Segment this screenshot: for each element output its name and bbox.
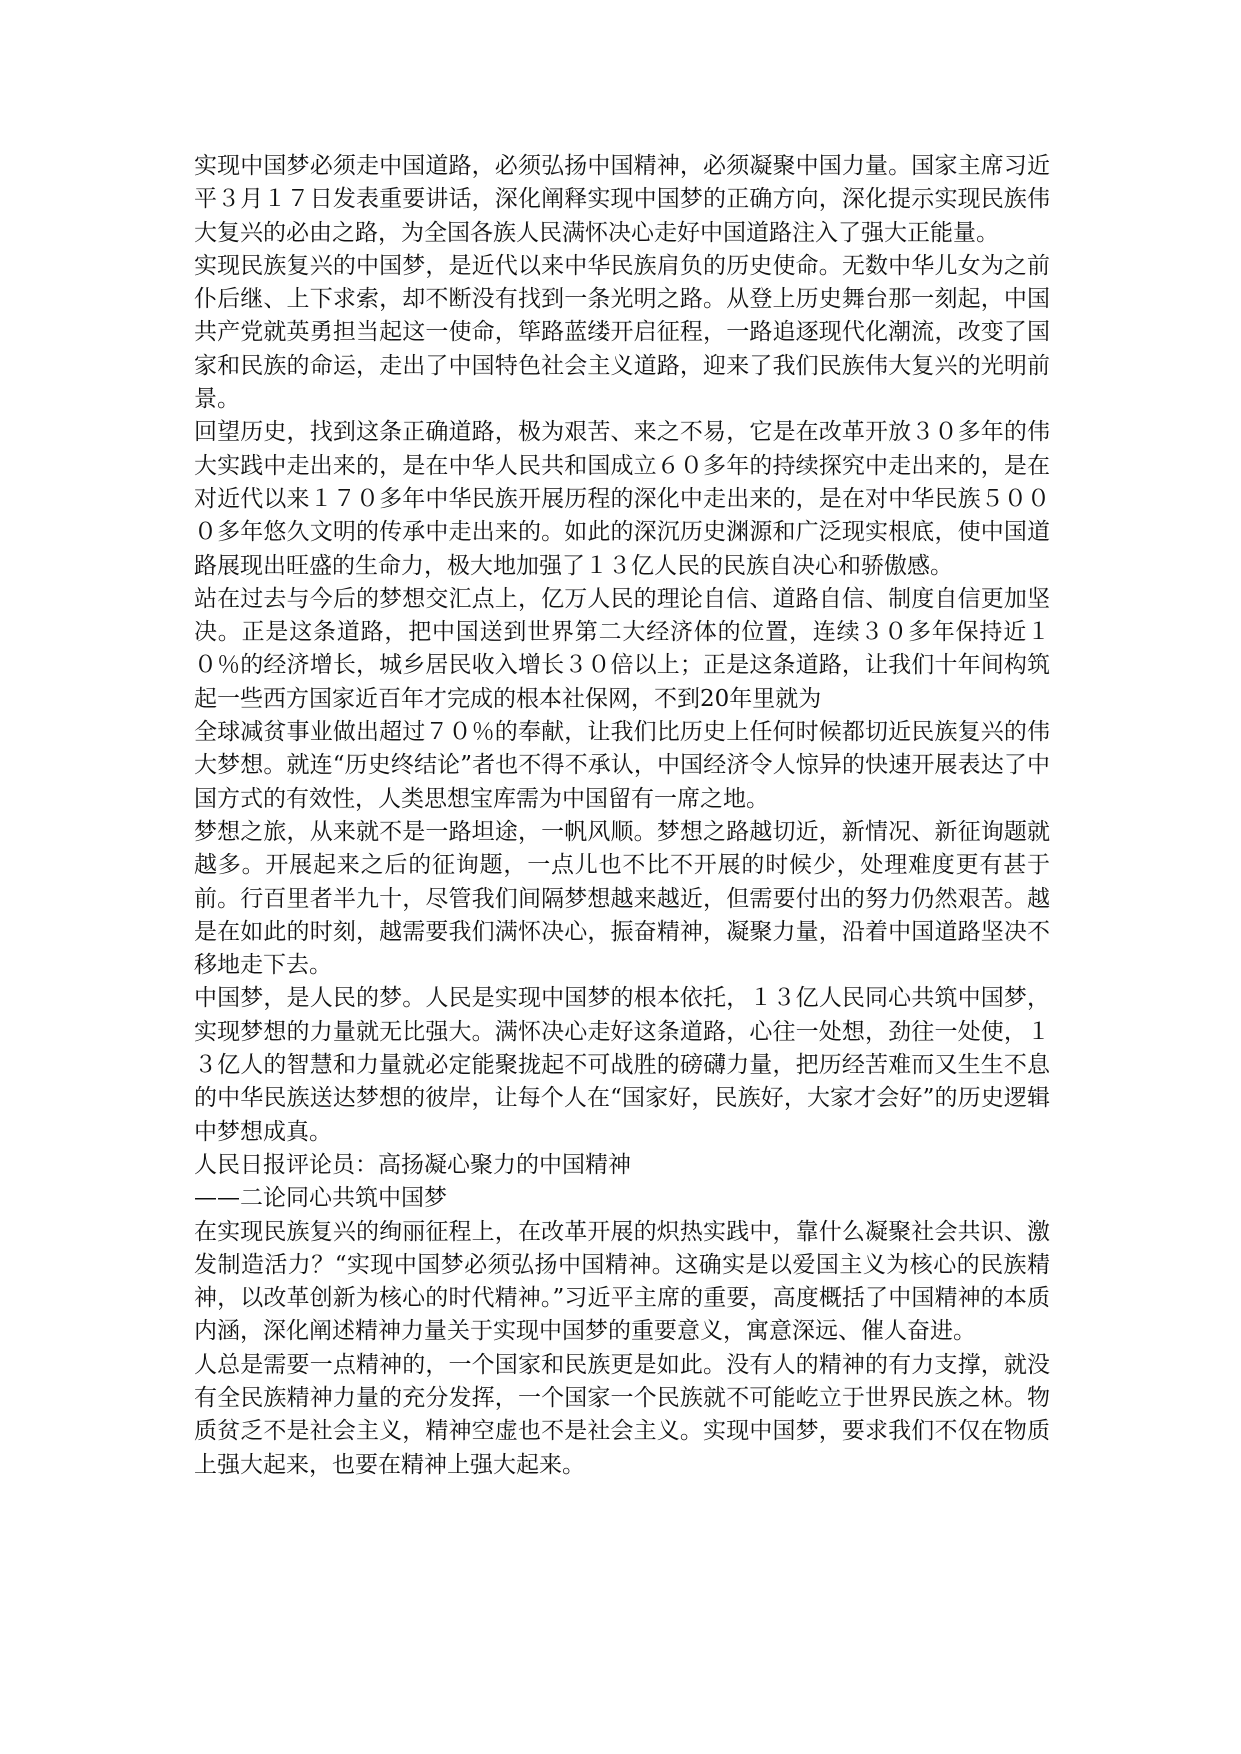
paragraph: 实现民族复兴的中国梦，是近代以来中华民族肩负的历史使命。无数中华儿女为之前仆后继、上下求索，却不断没有找到一条光明之路。从登上历史舞台那一刻起，中国共产党就英勇担当起这一使命，筚路蓝缕开启征程，一路追逐现代化潮流，改变了国家和民族的命运，走出了中国特色社会主义道路，迎来了我们民族伟大复兴的光明前景。 bbox=[194, 252, 1050, 413]
paragraph: 中国梦，是人民的梦。人民是实现中国梦的根本依托，１３亿人民同心共筑中国梦，实现梦想的力量就无比强大。满怀决心走好这条道路，心往一处想，劲往一处使，１３亿人的智慧和力量就必定能聚拢起不可战胜的磅礴力量，把历经苦难而又生生不息的中华民族送达梦想的彼岸，让每个人在“国家好，民族好，大家才会好”的历史逻辑中梦想成真。 bbox=[194, 985, 1050, 1145]
paragraph: 人总是需要一点精神的，一个国家和民族更是如此。没有人的精神的有力支撑，就没有全民族精神力量的充分发挥，一个国家一个民族就不可能屹立于世界民族之林。物质贫乏不是社会主义，精神空虚也不是社会主义。实现中国梦，要求我们不仅在物质上强大起来，也要在精神上强大起来。 bbox=[194, 1351, 1050, 1478]
paragraph: 回望历史，找到这条正确道路，极为艰苦、来之不易，它是在改革开放３０多年的伟大实践中走出来的，是在中华人民共和国成立６０多年的持续探究中走出来的，是在对近代以来１７０多年中华民族开展历程的深化中走出来的，是在对中华民族５０００多年悠久文明的传承中走出来的。如此的深沉历史渊源和广泛现实根底，使中国道路展现出旺盛的生命力，极大地加强了１３亿人民的民族自决心和骄傲感。 bbox=[194, 419, 1050, 579]
paragraph: 在实现民族复兴的绚丽征程上，在改革开展的炽热实践中，靠什么凝聚社会共识、激发制造活力？“实现中国梦必须弘扬中国精神。这确实是以爱国主义为核心的民族精神，以改革创新为核心的时代精神。”习近平主席的重要，高度概括了中国精神的本质内涵，深化阐述精神力量关于实现中国梦的重要意义，寓意深远、催人奋进。 bbox=[194, 1218, 1050, 1345]
paragraph: 实现中国梦必须走中国道路，必须弘扬中国精神，必须凝聚中国力量。国家主席习近平３月１７日发表重要讲话，深化阐释实现中国梦的正确方向，深化提示实现民族伟大复兴的必由之路，为全国各族人民满怀决心走好中国道路注入了强大正能量。 bbox=[194, 153, 1050, 246]
paragraph: 梦想之旅，从来就不是一路坦途，一帆风顺。梦想之路越切近，新情况、新征询题就越多。开展起来之后的征询题，一点儿也不比不开展的时候少，处理难度更有甚于前。行百里者半九十，尽管我们间隔梦想越来越近，但需要付出的努力仍然艰苦。越是在如此的时刻，越需要我们满怀决心，振奋精神，凝聚力量，沿着中国道路坚决不移地走下去。 bbox=[194, 818, 1050, 979]
article-title: 人民日报评论员：高扬凝心聚力的中国精神 bbox=[194, 1151, 631, 1178]
paragraph: 全球减贫事业做出超过７０％的奉献，让我们比历史上任何时候都切近民族复兴的伟大梦想。就连“历史终结论”者也不得不承认，中国经济令人惊异的快速开展表达了中国方式的有效性，人类思想宝库需为中国留有一席之地。 bbox=[194, 719, 1050, 812]
document-body bbox=[194, 150, 1050, 1482]
article-subtitle: ——二论同心共筑中国梦 bbox=[194, 1185, 447, 1212]
paragraph: 站在过去与今后的梦想交汇点上，亿万人民的理论自信、道路自信、制度自信更加坚决。正是这条道路，把中国送到世界第二大经济体的位置，连续３０多年保持近１０％的经济增长，城乡居民收入增长３０倍以上；正是这条道路，让我们十年间构筑起一些西方国家近百年才完成的根本社保网，不到20年里就为 bbox=[194, 585, 1050, 712]
